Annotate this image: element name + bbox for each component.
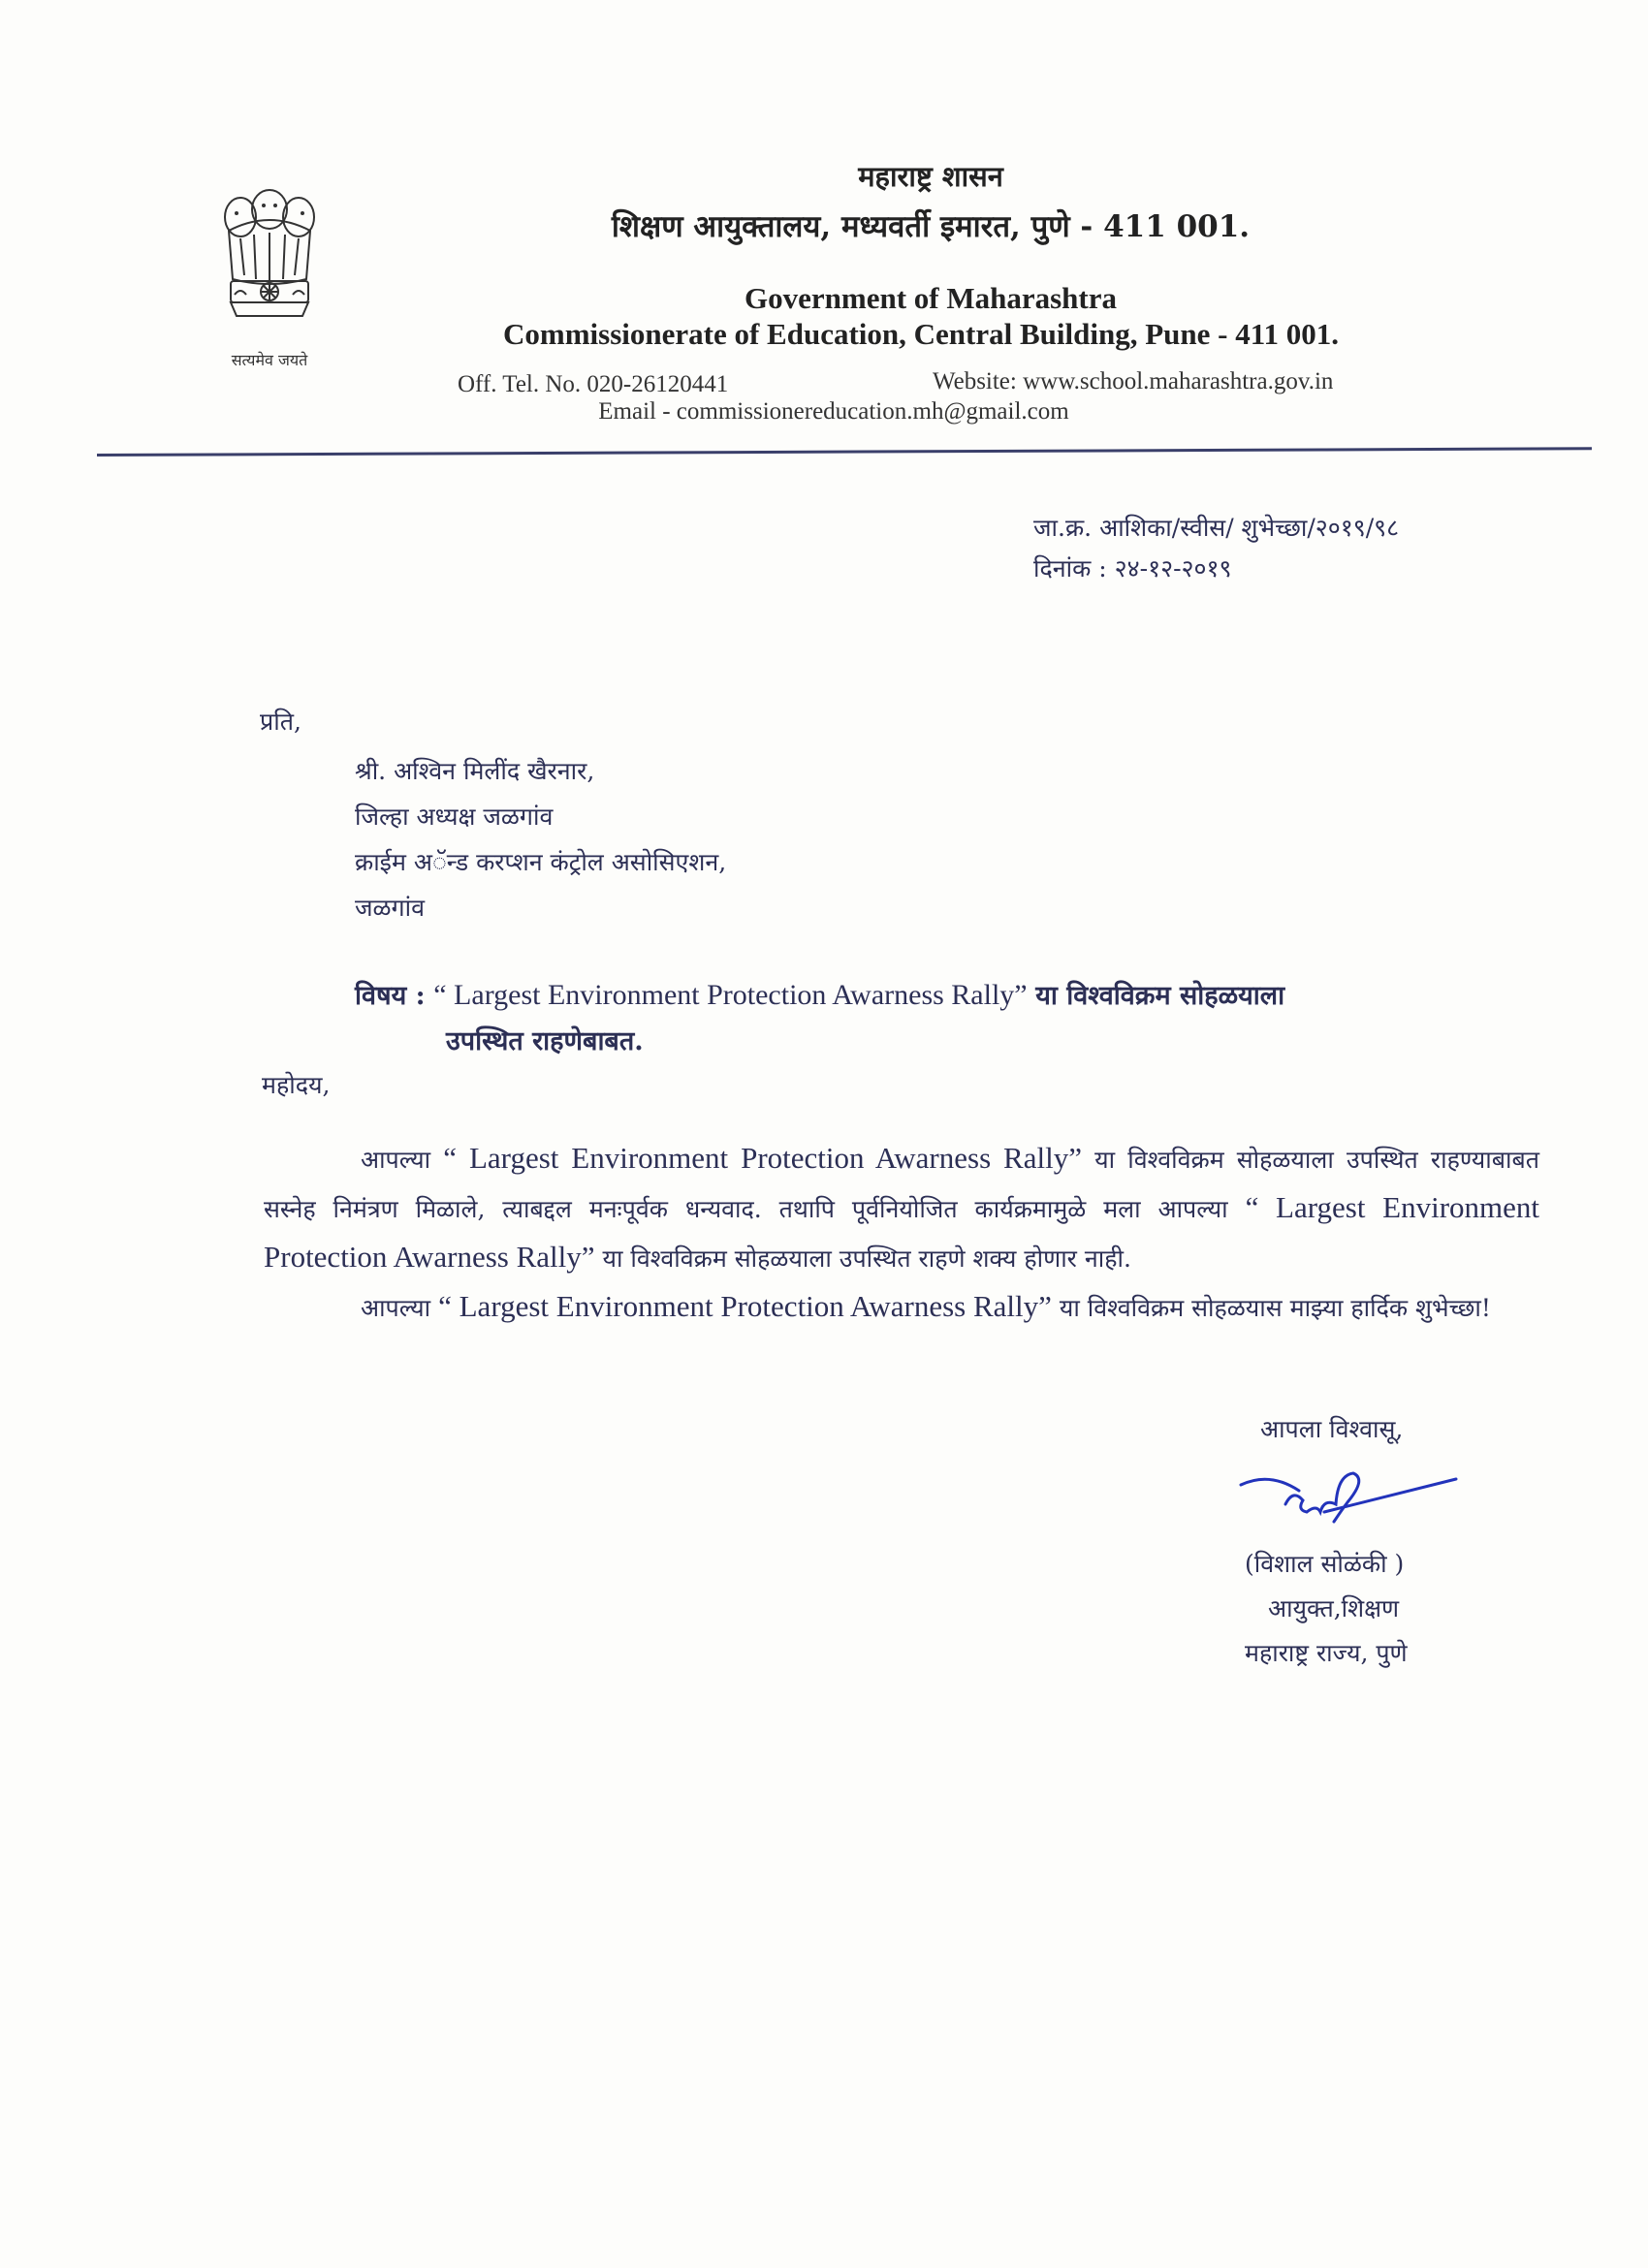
addressee-line: क्राईम अॅन्ड करप्शन कंट्रोल असोसिएशन,	[355, 848, 727, 876]
signatory-place: महाराष्ट्र राज्य, पुणे	[1245, 1639, 1408, 1667]
office-telephone: Off. Tel. No. 020-26120441	[458, 371, 729, 397]
header-divider	[97, 447, 1592, 457]
addressee-prefix: प्रति,	[260, 708, 301, 736]
event-name: “ Largest Environment Protection Awarness Rally”	[443, 1141, 1082, 1175]
event-name: “ Largest Environment Protection Awarness Rally”	[264, 1190, 1540, 1274]
reference-number: जा.क्र. आशिका/स्वीस/ शुभेच्छा/२०१९/९८	[1033, 514, 1400, 542]
office-website: Website: www.school.maharashtra.gov.in	[933, 368, 1334, 394]
body-text: या विश्वविक्रम सोहळयाला उपस्थित राहणे शक्य होणार नाही.	[602, 1244, 1131, 1273]
header-marathi-office: शिक्षण आयुक्तालय, मध्यवर्ती इमारत, पुणे - 411 001.	[611, 209, 1251, 244]
salutation: महोदय,	[262, 1071, 331, 1099]
subject-title: “ Largest Environment Protection Awarness Rally”	[433, 979, 1028, 1011]
header-marathi-government: महाराष्ट्र शासन	[858, 160, 1003, 193]
ashoka-emblem-icon	[202, 171, 337, 345]
reference-block	[1033, 508, 1399, 589]
body-text: आपल्या	[361, 1294, 431, 1322]
addressee-line: जळगांव	[355, 894, 426, 922]
signatory-title: आयुक्त,शिक्षण	[1268, 1594, 1400, 1622]
subject-text: या विश्वविक्रम सोहळयाला	[1035, 981, 1285, 1011]
closing-phrase: आपला विश्वासू,	[1260, 1415, 1404, 1443]
body-paragraph-2	[264, 1282, 1539, 1332]
state-emblem	[202, 171, 337, 374]
addressee-line: श्री. अश्विन मिलींद खैरनार,	[355, 757, 595, 785]
emblem-motto: सत्यमेव जयते	[231, 351, 308, 369]
event-name: “ Largest Environment Protection Awarness Rally”	[438, 1289, 1052, 1323]
office-email: Email - commissionereducation.mh@gmail.com	[598, 398, 1069, 425]
header-english-government: Government of Maharashtra	[745, 281, 1117, 315]
signatory-name: (विशाल सोळंकी )	[1245, 1550, 1405, 1578]
body-text: या विश्वविक्रम सोहळयाला उपस्थित राहण्याबाबत सस्नेह निमंत्रण मिळाले, त्याबद्दल मनःपूर्वक धन्यवाद. तथापि पूर्वनियोजित कार्यक्रमामुळे मला आपल्या	[264, 1146, 1540, 1223]
addressee-line: जिल्हा अध्यक्ष जळगांव	[355, 803, 554, 831]
subject-text-line2: उपस्थित राहणेबाबत.	[446, 1026, 644, 1056]
body-paragraph-1	[264, 1134, 1539, 1282]
letter-body	[264, 1134, 1539, 1332]
reference-date: दिनांक : २४-१२-२०१९	[1033, 554, 1232, 583]
body-text: आपल्या	[361, 1146, 431, 1174]
header-english-office: Commissionerate of Education, Central Building, Pune - 411 001.	[502, 317, 1339, 351]
subject-block	[355, 972, 1450, 1064]
addressee-block	[355, 748, 726, 930]
handwritten-signature	[1231, 1462, 1464, 1549]
subject-label: विषय :	[355, 981, 426, 1011]
body-text: या विश्वविक्रम सोहळयास माझ्या हार्दिक शुभेच्छा!	[1059, 1294, 1491, 1322]
